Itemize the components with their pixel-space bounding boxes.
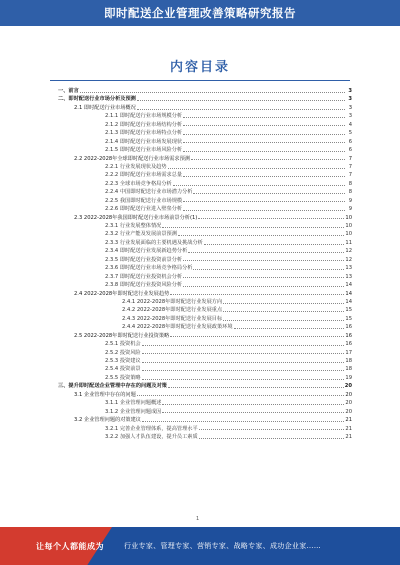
toc-entry-page: 3 [348,96,352,103]
toc-divider [50,80,350,81]
toc-entry[interactable] [50,365,352,373]
toc-entry[interactable] [50,222,352,230]
toc-entry[interactable] [50,230,352,238]
toc-entry[interactable] [50,171,352,179]
toc-entry[interactable] [50,374,352,382]
toc-entry-page: 21 [345,425,352,432]
toc-entry-title: 二、即时配送行业市场分析及预测 [58,96,136,103]
toc-entry-page: 7 [348,155,352,162]
footer-slogan-left: 让每个人都能成为 [36,541,104,551]
toc-entry-page: 8 [348,189,352,196]
toc-leader-dots [183,176,345,177]
toc-leader-dots [183,142,345,143]
toc-entry-title: 2.1 即时配送行业市场概况 [74,104,136,111]
toc-entry[interactable] [50,399,352,407]
toc-entry-page: 20 [345,408,352,415]
table-of-contents [50,87,352,441]
page-footer [0,527,400,565]
toc-entry-page: 18 [345,366,352,373]
toc-entry[interactable] [50,129,352,137]
toc-leader-dots [199,438,345,439]
toc-leader-dots [142,362,345,363]
report-title: 即时配送企业管理改善策略研究报告 [104,6,296,20]
toc-entry[interactable] [50,146,352,154]
toc-entry[interactable] [50,340,352,348]
toc-leader-dots [137,109,345,110]
toc-entry-page: 5 [348,130,352,137]
toc-leader-dots [142,379,345,380]
toc-entry[interactable] [50,290,352,298]
toc-leader-dots [162,412,344,413]
toc-entry[interactable] [50,180,352,188]
toc-entry-page: 16 [345,332,352,339]
toc-entry-page: 13 [345,265,352,272]
toc-entry[interactable] [50,349,352,357]
toc-entry-page: 14 [345,290,352,297]
toc-entry-title: 2.3.5 即时配送行业投资前景分析 [105,256,183,263]
toc-entry-title: 2.1.5 即时配送行业市场风险分析 [105,147,183,154]
toc-leader-dots [193,269,344,270]
toc-entry-page: 19 [345,374,352,381]
toc-entry-page: 21 [345,433,352,440]
toc-leader-dots [183,277,344,278]
toc-entry[interactable] [50,121,352,129]
toc-leader-dots [188,252,344,253]
toc-entry-title: 2.5.5 投资策略 [105,374,141,381]
toc-entry-page: 15 [345,315,352,322]
toc-entry-page: 14 [345,298,352,305]
toc-leader-dots [183,125,345,126]
toc-entry-title: 2.3.1 行业发展整体情况 [105,223,162,229]
toc-entry-title: 2.1.2 即时配送行业市场结构分析 [105,121,183,128]
toc-entry-title: 2.2 2022-2028年全球即时配送行业市场需求预测 [74,155,190,162]
toc-entry-page: 9 [348,197,352,204]
toc-entry[interactable] [50,273,352,281]
toc-entry[interactable] [50,408,352,416]
toc-leader-dots [198,218,344,219]
toc-entry-title: 3.2 企业管理问题的对策建议 [74,417,141,424]
toc-entry[interactable] [50,239,352,247]
toc-leader-dots [193,193,345,194]
toc-entry-page: 10 [345,231,352,238]
toc-entry-title: 2.5.4 投资前景 [105,366,141,373]
toc-entry[interactable] [50,433,352,441]
toc-entry-page: 8 [348,180,352,187]
toc-entry-title: 2.5.1 投资机会 [105,341,141,348]
toc-entry[interactable] [50,188,352,196]
toc-entry-title: 2.4.3 2022-2028年即时配送行业发展目标 [122,315,223,322]
toc-entry-page: 3 [348,113,352,120]
toc-entry-page: 20 [344,383,352,390]
toc-entry-title: 2.3.8 即时配送行业投资风险分析 [105,282,183,289]
toc-entry[interactable] [50,256,352,264]
toc-entry-page: 12 [345,256,352,263]
toc-entry-page: 20 [345,391,352,398]
toc-entry-page: 3 [348,104,352,111]
toc-entry-page: 3 [348,88,352,94]
toc-entry-title: 2.4 2022-2028年即时配送行业发展趋势 [74,290,170,297]
toc-entry-page: 10 [345,223,352,229]
toc-entry-title: 2.4.1 2022-2028年即时配送行业发展方向 [122,298,223,305]
toc-entry-page: 16 [345,341,352,348]
toc-leader-dots [204,244,345,245]
toc-entry-page: 21 [345,417,352,424]
toc-leader-dots [183,117,345,118]
toc-entry-title: 2.5.3 投资建议 [105,358,141,364]
toc-entry-page: 9 [348,206,352,213]
toc-title: 内容目录 [169,60,230,75]
toc-leader-dots [162,227,344,228]
toc-entry[interactable] [50,323,352,331]
toc-leader-dots [183,210,345,211]
toc-entry[interactable] [50,112,352,120]
toc-entry-title: 2.4.4 2022-2028年即时配送行业发展政策环境 [122,324,233,331]
toc-entry[interactable] [50,155,352,163]
toc-entry-page: 4 [348,121,352,128]
toc-entry-title: 2.2.5 我国即时配送行业市场规模 [105,197,183,204]
toc-entry[interactable] [50,306,352,314]
toc-entry-title: 三、提升即时配送企业管理中存在的问题及对策 [58,383,167,390]
toc-leader-dots [183,286,344,287]
toc-entry[interactable] [50,205,352,213]
footer-slogan-right: 行业专家、管理专家、营销专家、战略专家、成功企业家…… [124,542,322,550]
toc-leader-dots [223,303,344,304]
toc-entry[interactable] [50,281,352,289]
toc-entry-title: 2.3 2022-2028年我国即时配送行业市场前景分析(1) [74,214,198,221]
toc-leader-dots [199,429,345,430]
toc-entry[interactable] [50,391,352,399]
toc-entry[interactable] [50,247,352,255]
toc-entry-page: 7 [348,172,352,179]
toc-leader-dots [168,387,344,388]
toc-entry-title: 一、前言 [58,88,79,94]
toc-leader-dots [170,294,344,295]
toc-leader-dots [183,151,345,152]
toc-entry-page: 12 [345,248,352,255]
toc-entry-page: 20 [345,400,352,407]
toc-leader-dots [183,260,344,261]
toc-leader-dots [142,421,344,422]
toc-entry[interactable] [50,425,352,433]
toc-leader-dots [191,159,345,160]
toc-entry-title: 2.2.6 即时配送行业进入壁垒分析 [105,206,183,213]
toc-entry-title: 2.1.3 即时配送行业市场特点分析 [105,130,183,137]
toc-entry-title: 2.2.1 行业发展现状及趋势 [105,163,167,170]
toc-entry-page: 6 [348,147,352,154]
toc-entry-title: 2.5 2022-2028年即时配送行业投资策略 [74,332,170,339]
toc-entry[interactable] [50,264,352,272]
toc-entry[interactable] [50,138,352,146]
toc-entry[interactable] [50,315,352,323]
toc-leader-dots [162,404,344,405]
toc-leader-dots [234,328,345,329]
toc-entry-page: 6 [348,138,352,145]
toc-entry[interactable] [50,163,352,171]
toc-leader-dots [223,311,344,312]
toc-leader-dots [223,320,344,321]
toc-entry-title: 2.2.3 全球市场竞争格局分析 [105,180,172,187]
toc-entry-page: 17 [345,349,352,356]
toc-entry-title: 2.4.2 2022-2028年即时配送行业发展重点 [122,307,223,314]
toc-leader-dots [168,168,345,169]
toc-entry-title: 2.3.6 即时配送行业市场竞争格局分析 [105,265,193,272]
toc-leader-dots [183,201,345,202]
toc-leader-dots [142,370,345,371]
toc-entry-page: 13 [345,273,352,280]
toc-leader-dots [178,235,344,236]
toc-entry[interactable] [50,104,352,112]
toc-entry-title: 3.1.2 企业管理问题成因 [105,408,162,415]
page-number: 1 [196,516,200,522]
toc-leader-dots [142,353,345,354]
toc-leader-dots [137,395,345,396]
toc-entry[interactable] [50,197,352,205]
toc-entry[interactable] [50,382,352,390]
toc-entry-page: 11 [345,239,352,246]
toc-entry-page: 10 [345,214,352,221]
toc-entry[interactable] [50,332,352,340]
toc-leader-dots [137,100,345,101]
toc-entry-title: 2.3.4 即时配送行业发展新趋势分析 [105,248,188,255]
toc-entry-title: 2.3.2 行业产能及发展前景预测 [105,231,177,238]
toc-entry-title: 2.2.4 中国即时配送行业市场潜力分析 [105,189,193,196]
toc-leader-dots [80,92,345,93]
toc-entry-page: 18 [345,358,352,364]
toc-leader-dots [142,345,345,346]
toc-entry-page: 16 [345,324,352,331]
toc-leader-dots [170,336,344,337]
toc-entry-title: 3.2.2 加强人才队伍建设，提升员工素质 [105,433,198,440]
toc-entry-title: 2.5.2 投资风险 [105,349,141,356]
toc-entry[interactable] [50,298,352,306]
toc-entry[interactable] [50,95,352,103]
page-header [0,0,400,26]
toc-entry-title: 2.3.3 行业发展面临的主要机遇及挑战分析 [105,239,203,246]
toc-entry-title: 2.1.4 即时配送行业市场发展现状 [105,138,183,145]
toc-entry-page: 7 [348,163,352,170]
toc-entry-title: 3.1 企业管理中存在的问题 [74,391,136,398]
toc-leader-dots [173,185,345,186]
toc-entry-title: 2.1.1 即时配送行业市场规模分析 [105,113,183,120]
toc-leader-dots [183,134,345,135]
toc-entry-page: 14 [345,282,352,289]
toc-entry[interactable] [50,416,352,424]
toc-entry-title: 2.3.7 即时配送行业投资机会分析 [105,273,183,280]
toc-entry[interactable] [50,357,352,365]
toc-entry[interactable] [50,214,352,222]
toc-entry-title: 3.2.1 完善企业管理体系，提高管理水平 [105,425,198,432]
toc-entry[interactable] [50,87,352,95]
toc-entry-page: 15 [345,307,352,314]
toc-entry-title: 2.2.2 即时配送行业市场需求总量 [105,172,183,179]
toc-entry-title: 3.1.1 企业管理问题概述 [105,400,162,407]
